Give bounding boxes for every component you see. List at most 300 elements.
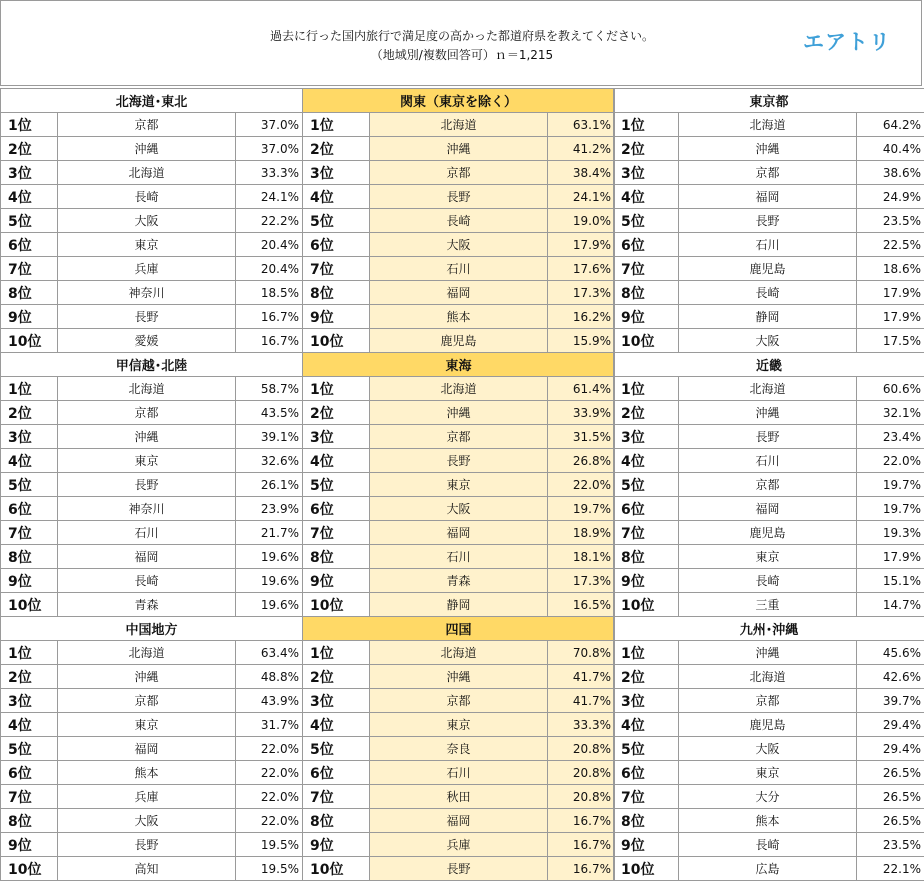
prefecture-name: 広島 — [679, 857, 857, 881]
percentage-value: 20.8% — [548, 761, 615, 785]
percentage-value: 22.0% — [548, 473, 615, 497]
ranking-row — [1, 809, 303, 833]
region-header-row — [614, 89, 924, 113]
prefecture-name: 北海道 — [370, 113, 548, 137]
region-name: 中国地方 — [1, 617, 303, 641]
rank-label: 1位 — [614, 641, 679, 665]
prefecture-name: 北海道 — [370, 641, 548, 665]
prefecture-name: 愛媛 — [58, 329, 236, 353]
ranking-row — [303, 809, 615, 833]
ranking-row — [614, 593, 924, 617]
region-name: 甲信越･北陸 — [1, 353, 303, 377]
ranking-row — [1, 329, 303, 353]
region-header-row — [614, 617, 924, 641]
rank-label: 6位 — [614, 497, 679, 521]
percentage-value: 19.0% — [548, 209, 615, 233]
ranking-row — [303, 473, 615, 497]
prefecture-name: 長崎 — [679, 833, 857, 857]
ranking-row — [303, 497, 615, 521]
ranking-row — [1, 161, 303, 185]
rank-label: 2位 — [303, 137, 370, 161]
ranking-row — [614, 761, 924, 785]
prefecture-name: 大阪 — [370, 497, 548, 521]
rank-label: 7位 — [303, 521, 370, 545]
percentage-value: 37.0% — [236, 113, 303, 137]
region-header-row — [614, 353, 924, 377]
prefecture-name: 沖縄 — [58, 137, 236, 161]
rank-label: 10位 — [303, 593, 370, 617]
ranking-row — [303, 425, 615, 449]
rank-label: 9位 — [614, 833, 679, 857]
rank-label: 5位 — [614, 473, 679, 497]
prefecture-name: 京都 — [679, 689, 857, 713]
prefecture-name: 奈良 — [370, 737, 548, 761]
rank-label: 10位 — [614, 593, 679, 617]
prefecture-name: 大分 — [679, 785, 857, 809]
ranking-row — [614, 425, 924, 449]
percentage-value: 43.9% — [236, 689, 303, 713]
percentage-value: 26.1% — [236, 473, 303, 497]
prefecture-name: 京都 — [370, 425, 548, 449]
prefecture-name: 北海道 — [58, 161, 236, 185]
rank-label: 10位 — [614, 329, 679, 353]
percentage-value: 23.5% — [857, 833, 924, 857]
prefecture-name: 北海道 — [679, 377, 857, 401]
ranking-row — [614, 857, 924, 881]
rank-label: 2位 — [303, 401, 370, 425]
ranking-row — [614, 785, 924, 809]
ranking-row — [1, 713, 303, 737]
ranking-row — [614, 113, 924, 137]
percentage-value: 17.5% — [857, 329, 924, 353]
percentage-value: 45.6% — [857, 641, 924, 665]
ranking-row — [1, 137, 303, 161]
rank-label: 9位 — [1, 305, 58, 329]
ranking-row — [614, 377, 924, 401]
prefecture-name: 沖縄 — [58, 665, 236, 689]
prefecture-name: 福岡 — [370, 281, 548, 305]
region-table — [0, 352, 303, 617]
percentage-value: 17.6% — [548, 257, 615, 281]
region-header-row — [303, 617, 615, 641]
percentage-value: 16.7% — [548, 809, 615, 833]
rank-label: 4位 — [614, 185, 679, 209]
ranking-row — [1, 209, 303, 233]
ranking-row — [614, 737, 924, 761]
prefecture-name: 鹿児島 — [679, 713, 857, 737]
prefecture-name: 兵庫 — [58, 785, 236, 809]
percentage-value: 63.4% — [236, 641, 303, 665]
rank-label: 1位 — [1, 641, 58, 665]
rank-label: 7位 — [614, 521, 679, 545]
prefecture-name: 沖縄 — [370, 665, 548, 689]
prefecture-name: 京都 — [58, 113, 236, 137]
ranking-row — [614, 449, 924, 473]
percentage-value: 26.5% — [857, 785, 924, 809]
ranking-row — [303, 545, 615, 569]
ranking-row — [614, 545, 924, 569]
prefecture-name: 熊本 — [679, 809, 857, 833]
ranking-row — [614, 305, 924, 329]
prefecture-name: 東京 — [58, 449, 236, 473]
ranking-row — [303, 329, 615, 353]
rank-label: 3位 — [614, 161, 679, 185]
prefecture-name: 青森 — [58, 593, 236, 617]
rank-label: 9位 — [614, 305, 679, 329]
rank-label: 6位 — [614, 233, 679, 257]
ranking-row — [303, 737, 615, 761]
region-header-row — [1, 617, 303, 641]
prefecture-name: 熊本 — [370, 305, 548, 329]
region-name: 東京都 — [614, 89, 924, 113]
percentage-value: 16.7% — [236, 305, 303, 329]
rank-label: 9位 — [303, 569, 370, 593]
rank-label: 7位 — [1, 785, 58, 809]
prefecture-name: 静岡 — [679, 305, 857, 329]
percentage-value: 38.6% — [857, 161, 924, 185]
percentage-value: 32.1% — [857, 401, 924, 425]
rank-label: 10位 — [614, 857, 679, 881]
ranking-row — [303, 401, 615, 425]
percentage-value: 42.6% — [857, 665, 924, 689]
percentage-value: 19.5% — [236, 833, 303, 857]
ranking-row — [1, 401, 303, 425]
prefecture-name: 鹿児島 — [679, 257, 857, 281]
region-table — [302, 88, 615, 353]
region-name: 東海 — [303, 353, 615, 377]
prefecture-name: 東京 — [58, 233, 236, 257]
prefecture-name: 東京 — [679, 545, 857, 569]
prefecture-name: 大阪 — [679, 329, 857, 353]
prefecture-name: 長野 — [58, 473, 236, 497]
rank-label: 8位 — [303, 545, 370, 569]
percentage-value: 19.6% — [236, 593, 303, 617]
percentage-value: 17.3% — [548, 281, 615, 305]
percentage-value: 23.5% — [857, 209, 924, 233]
percentage-value: 33.9% — [548, 401, 615, 425]
rank-label: 10位 — [1, 857, 58, 881]
rank-label: 4位 — [303, 185, 370, 209]
rank-label: 6位 — [1, 761, 58, 785]
prefecture-name: 石川 — [679, 449, 857, 473]
percentage-value: 20.8% — [548, 737, 615, 761]
percentage-value: 41.7% — [548, 665, 615, 689]
ranking-row — [1, 305, 303, 329]
percentage-value: 16.2% — [548, 305, 615, 329]
rank-label: 3位 — [614, 689, 679, 713]
rank-label: 7位 — [303, 785, 370, 809]
rank-label: 2位 — [614, 665, 679, 689]
rank-label: 8位 — [303, 281, 370, 305]
percentage-value: 39.1% — [236, 425, 303, 449]
rank-label: 3位 — [1, 425, 58, 449]
rank-label: 9位 — [1, 569, 58, 593]
prefecture-name: 東京 — [679, 761, 857, 785]
ranking-row — [1, 113, 303, 137]
ranking-row — [614, 401, 924, 425]
rank-label: 4位 — [614, 713, 679, 737]
prefecture-name: 京都 — [679, 161, 857, 185]
prefecture-name: 神奈川 — [58, 281, 236, 305]
prefecture-name: 秋田 — [370, 785, 548, 809]
ranking-row — [1, 425, 303, 449]
percentage-value: 22.0% — [236, 761, 303, 785]
rank-label: 4位 — [1, 185, 58, 209]
percentage-value: 29.4% — [857, 713, 924, 737]
prefecture-name: 北海道 — [58, 641, 236, 665]
percentage-value: 37.0% — [236, 137, 303, 161]
percentage-value: 22.0% — [236, 737, 303, 761]
ranking-row — [1, 761, 303, 785]
percentage-value: 23.4% — [857, 425, 924, 449]
prefecture-name: 大阪 — [370, 233, 548, 257]
prefecture-name: 北海道 — [370, 377, 548, 401]
rank-label: 6位 — [303, 497, 370, 521]
percentage-value: 16.7% — [548, 857, 615, 881]
prefecture-name: 京都 — [58, 689, 236, 713]
ranking-row — [303, 281, 615, 305]
prefecture-name: 青森 — [370, 569, 548, 593]
ranking-row — [614, 233, 924, 257]
ranking-row — [1, 737, 303, 761]
prefecture-name: 京都 — [58, 401, 236, 425]
region-name: 近畿 — [614, 353, 924, 377]
percentage-value: 19.5% — [236, 857, 303, 881]
ranking-row — [1, 857, 303, 881]
prefecture-name: 福岡 — [679, 185, 857, 209]
rank-label: 7位 — [614, 785, 679, 809]
prefecture-name: 沖縄 — [679, 641, 857, 665]
prefecture-name: 福岡 — [370, 521, 548, 545]
ranking-row — [614, 281, 924, 305]
ranking-row — [614, 161, 924, 185]
prefecture-name: 高知 — [58, 857, 236, 881]
ranking-row — [614, 521, 924, 545]
prefecture-name: 福岡 — [679, 497, 857, 521]
rank-label: 5位 — [1, 473, 58, 497]
prefecture-name: 長崎 — [58, 569, 236, 593]
ranking-row — [1, 521, 303, 545]
percentage-value: 26.5% — [857, 761, 924, 785]
ranking-row — [1, 257, 303, 281]
percentage-value: 16.7% — [236, 329, 303, 353]
percentage-value: 32.6% — [236, 449, 303, 473]
ranking-row — [614, 569, 924, 593]
prefecture-name: 石川 — [58, 521, 236, 545]
ranking-row — [303, 161, 615, 185]
rank-label: 1位 — [614, 377, 679, 401]
airtrip-logo: エアトリ — [803, 30, 891, 54]
ranking-row — [303, 689, 615, 713]
prefecture-name: 福岡 — [370, 809, 548, 833]
prefecture-name: 東京 — [370, 473, 548, 497]
percentage-value: 39.7% — [857, 689, 924, 713]
ranking-row — [1, 689, 303, 713]
ranking-row — [1, 185, 303, 209]
rank-label: 5位 — [303, 473, 370, 497]
percentage-value: 20.8% — [548, 785, 615, 809]
rank-label: 7位 — [1, 257, 58, 281]
prefecture-name: 大阪 — [58, 209, 236, 233]
ranking-row — [1, 449, 303, 473]
rank-label: 2位 — [614, 401, 679, 425]
ranking-row — [303, 833, 615, 857]
prefecture-name: 長野 — [58, 305, 236, 329]
percentage-value: 19.6% — [236, 569, 303, 593]
prefecture-name: 長野 — [58, 833, 236, 857]
percentage-value: 70.8% — [548, 641, 615, 665]
prefecture-name: 鹿児島 — [679, 521, 857, 545]
rank-label: 4位 — [303, 713, 370, 737]
percentage-value: 17.9% — [857, 281, 924, 305]
ranking-row — [614, 497, 924, 521]
ranking-row — [303, 785, 615, 809]
prefecture-name: 北海道 — [679, 665, 857, 689]
ranking-row — [1, 593, 303, 617]
region-header-row — [1, 353, 303, 377]
ranking-row — [303, 449, 615, 473]
region-table — [0, 616, 303, 881]
ranking-row — [303, 305, 615, 329]
percentage-value: 38.4% — [548, 161, 615, 185]
ranking-row — [303, 641, 615, 665]
rank-label: 5位 — [1, 737, 58, 761]
percentage-value: 31.7% — [236, 713, 303, 737]
rank-label: 3位 — [1, 161, 58, 185]
prefecture-name: 沖縄 — [679, 137, 857, 161]
rank-label: 5位 — [303, 209, 370, 233]
ranking-row — [1, 377, 303, 401]
rank-label: 9位 — [614, 569, 679, 593]
prefecture-name: 長野 — [679, 425, 857, 449]
ranking-row — [1, 473, 303, 497]
rank-label: 6位 — [303, 233, 370, 257]
ranking-row — [1, 281, 303, 305]
percentage-value: 16.5% — [548, 593, 615, 617]
percentage-value: 22.2% — [236, 209, 303, 233]
prefecture-name: 鹿児島 — [370, 329, 548, 353]
prefecture-name: 大阪 — [679, 737, 857, 761]
ranking-row — [614, 209, 924, 233]
percentage-value: 24.9% — [857, 185, 924, 209]
percentage-value: 19.3% — [857, 521, 924, 545]
ranking-row — [614, 713, 924, 737]
percentage-value: 22.0% — [236, 785, 303, 809]
ranking-row — [303, 233, 615, 257]
prefecture-name: 長崎 — [679, 569, 857, 593]
rank-label: 4位 — [1, 713, 58, 737]
rank-label: 2位 — [614, 137, 679, 161]
survey-question: 過去に行った国内旅行で満足度の高かった都道府県を教えてください。 — [269, 29, 654, 43]
percentage-value: 24.1% — [236, 185, 303, 209]
ranking-row — [303, 521, 615, 545]
percentage-value: 60.6% — [857, 377, 924, 401]
rank-label: 10位 — [1, 593, 58, 617]
ranking-row — [1, 785, 303, 809]
prefecture-name: 石川 — [370, 257, 548, 281]
ranking-row — [303, 113, 615, 137]
rank-label: 9位 — [303, 833, 370, 857]
ranking-row — [303, 185, 615, 209]
region-header-row — [303, 89, 615, 113]
ranking-row — [614, 665, 924, 689]
ranking-row — [614, 473, 924, 497]
rank-label: 9位 — [1, 833, 58, 857]
percentage-value: 22.0% — [236, 809, 303, 833]
percentage-value: 61.4% — [548, 377, 615, 401]
prefecture-name: 神奈川 — [58, 497, 236, 521]
region-header-row — [1, 89, 303, 113]
prefecture-name: 静岡 — [370, 593, 548, 617]
prefecture-name: 兵庫 — [58, 257, 236, 281]
region-name: 四国 — [303, 617, 615, 641]
percentage-value: 17.9% — [548, 233, 615, 257]
percentage-value: 64.2% — [857, 113, 924, 137]
prefecture-name: 長崎 — [58, 185, 236, 209]
prefecture-name: 三重 — [679, 593, 857, 617]
ranking-row — [303, 377, 615, 401]
rank-label: 8位 — [1, 545, 58, 569]
prefecture-name: 長野 — [370, 449, 548, 473]
rank-label: 1位 — [303, 113, 370, 137]
region-name: 北海道･東北 — [1, 89, 303, 113]
percentage-value: 19.7% — [857, 497, 924, 521]
rank-label: 5位 — [1, 209, 58, 233]
prefecture-name: 長野 — [679, 209, 857, 233]
ranking-row — [1, 233, 303, 257]
ranking-row — [303, 713, 615, 737]
prefecture-name: 石川 — [370, 761, 548, 785]
region-header-row — [303, 353, 615, 377]
ranking-row — [614, 641, 924, 665]
rank-label: 1位 — [1, 113, 58, 137]
ranking-row — [614, 137, 924, 161]
ranking-row — [614, 833, 924, 857]
prefecture-name: 東京 — [58, 713, 236, 737]
percentage-value: 14.7% — [857, 593, 924, 617]
rank-label: 1位 — [303, 641, 370, 665]
percentage-value: 33.3% — [548, 713, 615, 737]
rank-label: 1位 — [303, 377, 370, 401]
ranking-row — [303, 137, 615, 161]
rank-label: 8位 — [614, 809, 679, 833]
survey-note: （地域別/複数回答可）ｎ＝1,215 — [370, 48, 554, 62]
rank-label: 6位 — [614, 761, 679, 785]
region-table — [613, 352, 924, 617]
percentage-value: 22.5% — [857, 233, 924, 257]
rank-label: 2位 — [1, 665, 58, 689]
prefecture-name: 長野 — [370, 185, 548, 209]
rank-label: 2位 — [303, 665, 370, 689]
prefecture-name: 京都 — [370, 689, 548, 713]
prefecture-name: 沖縄 — [58, 425, 236, 449]
prefecture-name: 福岡 — [58, 737, 236, 761]
ranking-row — [614, 809, 924, 833]
region-name: 関東（東京を除く） — [303, 89, 615, 113]
percentage-value: 58.7% — [236, 377, 303, 401]
ranking-row — [1, 641, 303, 665]
percentage-value: 41.7% — [548, 689, 615, 713]
percentage-value: 26.8% — [548, 449, 615, 473]
ranking-row — [614, 329, 924, 353]
rank-label: 5位 — [614, 209, 679, 233]
ranking-row — [1, 665, 303, 689]
percentage-value: 20.4% — [236, 257, 303, 281]
ranking-row — [303, 209, 615, 233]
rank-label: 5位 — [303, 737, 370, 761]
percentage-value: 26.5% — [857, 809, 924, 833]
percentage-value: 18.1% — [548, 545, 615, 569]
